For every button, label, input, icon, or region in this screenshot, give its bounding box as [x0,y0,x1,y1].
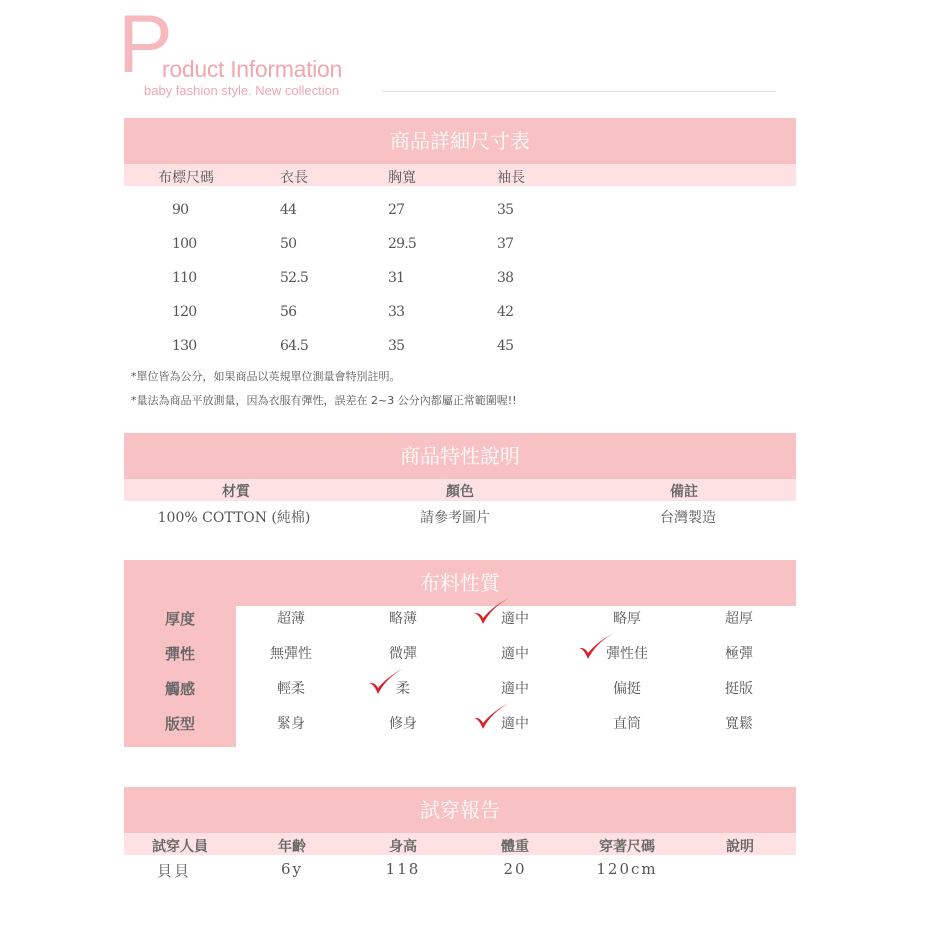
size-cell: 52.5 [280,270,308,286]
fitting-value: 118 [385,860,421,878]
size-cell: 130 [172,338,197,354]
check-mark-icon [366,666,406,696]
fabric-option: 寬鬆 [725,716,753,732]
size-cell: 44 [280,202,297,218]
fitting-col-header: 身高 [389,839,417,855]
features-title: 商品特性說明 [124,433,796,479]
logo-letter: P [118,0,173,90]
size-cell: 31 [388,270,405,286]
size-note-1: *單位皆為公分，如果商品以英規單位測量會特別註明。 [131,370,401,383]
logo-title: roduct Information [162,56,342,82]
check-mark-icon [471,596,511,626]
size-cell: 56 [280,304,297,320]
features-value: 100% COTTON (純棉) [157,510,311,526]
fabric-option: 適中 [501,646,529,662]
features-col-header: 備註 [670,484,698,500]
size-note-2: *量法為商品平放測量，因為衣服有彈性，誤差在 2~3 公分內都屬正常範圍喔!! [131,394,517,407]
fabric-option: 緊身 [277,716,305,732]
size-cell: 33 [388,304,405,320]
fitting-value: 6y [280,860,304,878]
features-col-header: 顏色 [446,484,474,500]
fitting-title: 試穿報告 [124,787,796,833]
size-cell: 35 [388,338,405,354]
fitting-col-header: 說明 [726,839,754,855]
fitting-col-header: 穿著尺碼 [599,839,655,855]
fabric-option: 無彈性 [270,646,312,662]
fabric-option: 略厚 [613,611,641,627]
check-mark-icon [471,701,511,731]
fabric-row-label: 彈性 [164,645,196,663]
fabric-row-label: 觸感 [164,680,196,698]
check-mark-icon [576,631,616,661]
size-cell: 120 [172,304,197,320]
fabric-option: 挺版 [725,681,753,697]
size-cell: 110 [172,270,197,286]
fabric-title: 布料性質 [124,560,796,606]
features-col-header: 材質 [222,484,250,500]
fabric-option: 適中 [501,611,529,627]
fitting-col-header: 年齡 [278,839,306,855]
fabric-option: 修身 [389,716,417,732]
fitting-col-header: 體重 [501,839,529,855]
fabric-option: 偏挺 [613,681,641,697]
size-table-title: 商品詳細尺寸表 [124,118,796,164]
fabric-option: 彈性佳 [606,646,648,662]
size-cell: 37 [497,236,514,252]
size-col-header: 胸寬 [388,170,416,186]
size-table-header-bar [124,164,796,186]
fabric-option: 直筒 [613,716,641,732]
fabric-row-label: 版型 [164,715,196,733]
size-cell: 45 [497,338,514,354]
fabric-option: 微彈 [389,646,417,662]
header-divider [382,91,776,92]
size-cell: 42 [497,304,514,320]
size-cell: 27 [388,202,405,218]
size-cell: 35 [497,202,514,218]
fitting-value: 120cm [596,860,658,878]
size-cell: 38 [497,270,514,286]
fabric-option: 柔 [396,681,410,697]
size-cell: 50 [280,236,297,252]
size-col-header: 袖長 [497,170,525,186]
fabric-option: 適中 [501,716,529,732]
fabric-row-label: 厚度 [164,610,196,628]
fabric-option: 極彈 [725,646,753,662]
size-cell: 64.5 [280,338,308,354]
size-cell: 90 [172,202,189,218]
fabric-option: 適中 [501,681,529,697]
size-cell: 29.5 [388,236,416,252]
fitting-col-header: 試穿人員 [152,839,208,855]
features-value: 台灣製造 [660,510,716,526]
size-col-header: 衣長 [280,170,308,186]
fabric-option: 輕柔 [277,681,305,697]
fabric-option: 略薄 [389,611,417,627]
size-col-header: 布標尺碼 [158,170,214,186]
features-value: 請參考圖片 [420,510,490,526]
size-cell: 100 [172,236,197,252]
fabric-option: 超薄 [277,611,305,627]
logo-subtitle: baby fashion style. New collection [144,83,340,98]
fabric-option: 超厚 [725,611,753,627]
fitting-header-bar [124,833,796,855]
fitting-value: 20 [503,860,527,878]
fitting-value: 貝貝 [156,862,192,880]
